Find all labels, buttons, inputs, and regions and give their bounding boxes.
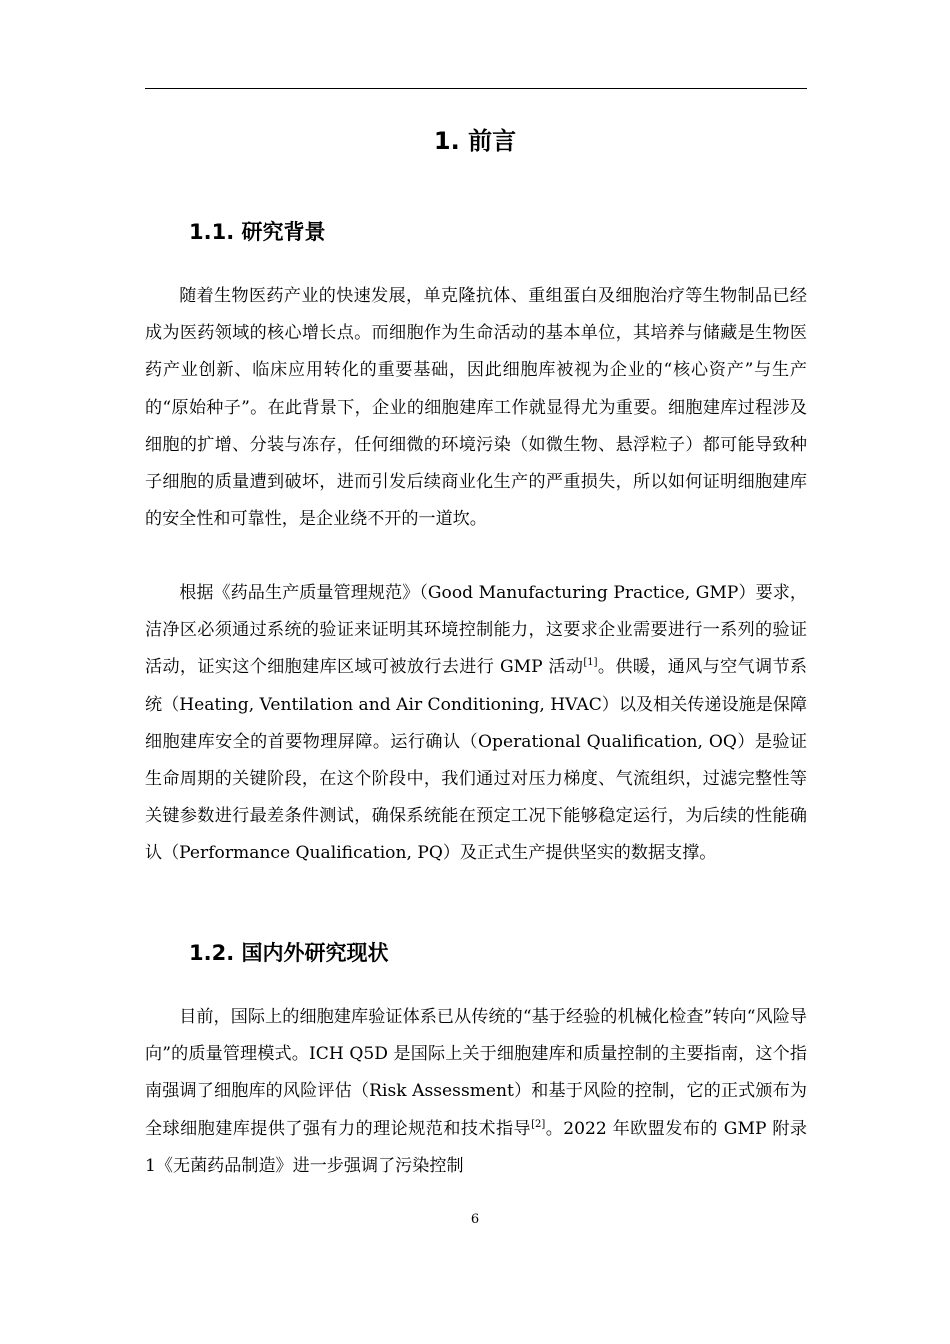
- header-rule: [145, 88, 807, 89]
- section-title: 1. 前言: [433, 127, 517, 155]
- subsection-heading-status: 1.2. 国内外研究现状: [189, 941, 389, 965]
- page-number: 6: [470, 1212, 480, 1227]
- paragraph-status-1: [145, 999, 807, 1185]
- paragraph-text: 。供暖，通风与空气调节系统（Heating, Ventilation and Air Conditioning, HVAC）以及相关传递设施是保障细胞建库安全的首要物理屏障。运行确认（Operational Qualification, OQ）是验证生命周期的关键阶段，在这个阶段中，我们通过对压力梯度、气流组织，过滤完整性等关键参数进行最差条件测试，确保系统能在预定工况下能够稳定运行，为后续的性能确认（Performance Qualification, PQ）及正式生产提供坚实的数据支撑。: [145, 657, 807, 864]
- paragraph-background-1: [145, 278, 807, 538]
- paragraph-text: 根据《药品生产质量管理规范》（Good Manufacturing Practice, GMP）要求，洁净区必须通过系统的验证来证明其环境控制能力，这要求企业需要进行一系列的验证活动，证实这个细胞建库区域可被放行去进行 GMP 活动: [145, 583, 807, 678]
- paragraph-background-2: [145, 575, 807, 873]
- citation-ref[interactable]: [1]: [583, 657, 598, 669]
- paragraph-text: 目前，国际上的细胞建库验证体系已从传统的“基于经验的机械化检查”转向“风险导向”的质量管理模式。ICH Q5D 是国际上关于细胞建库和质量控制的主要指南，这个指南强调了细胞库的风险评估（Risk Assessment）和基于风险的控制，它的正式颁布为全球细胞建库提供了强有力的理论规范和技术指导: [145, 1007, 807, 1139]
- subsection-heading-background: 1.1. 研究背景: [189, 220, 326, 244]
- paragraph-text: 。2022 年欧盟发布的 GMP 附录 1《无菌药品制造》进一步强调了污染控制: [145, 1118, 807, 1176]
- citation-ref[interactable]: [2]: [531, 1118, 546, 1130]
- paragraph-text: 随着生物医药产业的快速发展，单克隆抗体、重组蛋白及细胞治疗等生物制品已经成为医药领域的核心增长点。而细胞作为生命活动的基本单位，其培养与储藏是生物医药产业创新、临床应用转化的重要基础，因此细胞库被视为企业的“核心资产”与生产的“原始种子”。在此背景下，企业的细胞建库工作就显得尤为重要。细胞建库过程涉及细胞的扩增、分装与冻存，任何细微的环境污染（如微生物、悬浮粒子）都可能导致种子细胞的质量遭到破坏，进而引发后续商业化生产的严重损失，所以如何证明细胞建库的安全性和可靠性，是企业绕不开的一道坎。: [145, 286, 807, 530]
